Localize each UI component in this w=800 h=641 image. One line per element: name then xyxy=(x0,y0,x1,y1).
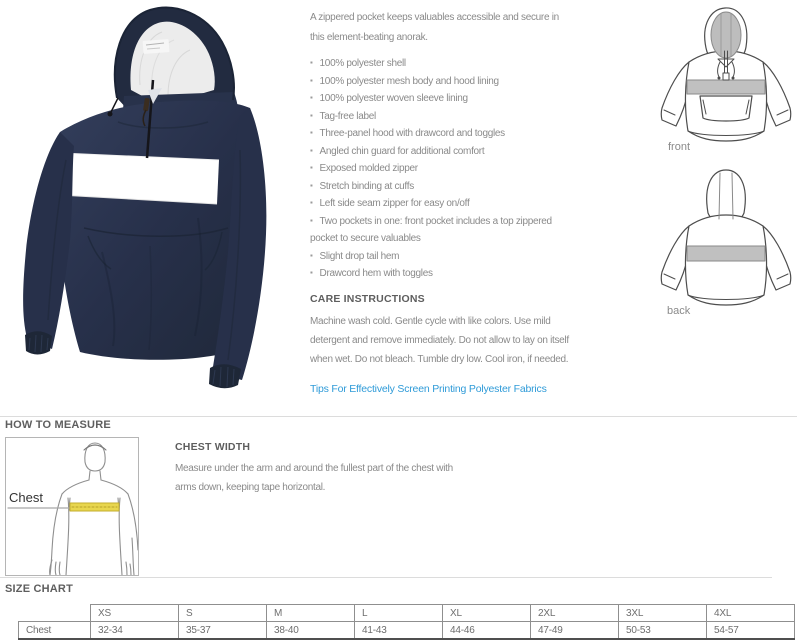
bullet-icon: ▪ xyxy=(310,75,313,85)
jacket-photo-illustration xyxy=(0,0,300,412)
feature-item: ▪ Angled chin guard for additional comfort xyxy=(310,145,485,157)
size-chart-heading: SIZE CHART xyxy=(5,583,73,595)
section-divider xyxy=(0,577,772,578)
size-value-cell: 47-49 xyxy=(531,622,619,640)
feature-item: ▪ 100% polyester woven sleeve lining xyxy=(310,93,468,104)
bullet-icon: ▪ xyxy=(310,250,313,260)
how-to-measure-heading: HOW TO MEASURE xyxy=(5,419,111,431)
size-value-cell: 44-46 xyxy=(443,622,531,640)
size-value-cell: 54-57 xyxy=(707,622,795,640)
size-column-header: L xyxy=(355,605,443,622)
size-value-cell: 35-37 xyxy=(179,622,267,640)
feature-item: ▪ Stretch binding at cuffs xyxy=(310,180,414,192)
bullet-icon: ▪ xyxy=(310,93,313,102)
measure-diagram-box xyxy=(5,437,139,576)
feature-item: ▪ Three-panel hood with drawcord and toggles xyxy=(310,128,505,139)
feature-item: ▪ Drawcord hem with toggles xyxy=(310,268,433,279)
bullet-icon: ▪ xyxy=(310,180,313,190)
feature-item: ▪ 100% polyester shell xyxy=(310,58,406,69)
size-chart-corner-cell xyxy=(19,605,91,622)
size-chart-header-row xyxy=(19,605,795,622)
size-column-header: 4XL xyxy=(707,605,795,622)
size-column-header: M xyxy=(267,605,355,622)
feature-item: ▪ 100% polyester mesh body and hood lining xyxy=(310,75,499,87)
intro-text: A zippered pocket keeps valuables accessible and secure in this element-beating anorak. xyxy=(310,12,559,43)
size-value-cell: 32-34 xyxy=(91,622,179,640)
care-instructions-heading: CARE INSTRUCTIONS xyxy=(310,292,425,305)
feature-item: ▪ Two pockets in one: front pocket includes a top zippered pocket to secure valuables xyxy=(310,215,552,244)
feature-item: ▪ Exposed molded zipper xyxy=(310,163,418,174)
front-view-label: front xyxy=(668,141,691,153)
size-chart-chest-row xyxy=(19,622,795,640)
size-value-cell: 41-43 xyxy=(355,622,443,640)
back-view-label: back xyxy=(667,305,691,317)
feature-item: ▪ Left side seam zipper for easy on/off xyxy=(310,198,470,209)
bullet-icon: ▪ xyxy=(310,58,313,67)
section-divider xyxy=(0,416,797,417)
feature-item: ▪ Slight drop tail hem xyxy=(310,250,400,262)
measure-figure xyxy=(6,438,138,575)
bullet-icon: ▪ xyxy=(310,128,313,137)
size-column-header: XL xyxy=(443,605,531,622)
product-photo xyxy=(0,0,300,412)
size-column-header: XS xyxy=(91,605,179,622)
size-chart-table xyxy=(18,604,795,640)
front-line-drawing xyxy=(645,4,800,144)
back-line-drawing xyxy=(645,166,800,306)
row-label-cell: Chest xyxy=(19,622,91,640)
bullet-icon: ▪ xyxy=(310,198,313,207)
feature-list xyxy=(310,55,572,283)
care-instructions-text: Machine wash cold. Gentle cycle with like colors. Use mild detergent and remove immediately. Do not allow to lay on itself when wet. Do not bleach. Tumble dry low. Cool iron, if needed. xyxy=(310,315,569,365)
measure-instructions: Measure under the arm and around the fullest part of the chest with arms down, keeping tape horizontal. xyxy=(175,463,453,493)
bullet-icon: ▪ xyxy=(310,110,313,120)
size-column-header: S xyxy=(179,605,267,622)
chest-width-heading: CHEST WIDTH xyxy=(175,441,251,453)
bullet-icon: ▪ xyxy=(310,268,313,277)
screen-printing-tips-link[interactable]: Tips For Effectively Screen Printing Polyester Fabrics xyxy=(310,382,547,395)
garment-diagrams xyxy=(645,0,800,330)
product-description xyxy=(310,8,572,395)
size-column-header: 2XL xyxy=(531,605,619,622)
bullet-icon: ▪ xyxy=(310,163,313,172)
size-column-header: 3XL xyxy=(619,605,707,622)
bullet-icon: ▪ xyxy=(310,215,313,225)
measure-chest-label: Chest xyxy=(9,490,43,505)
feature-item: ▪ Tag-free label xyxy=(310,110,376,122)
size-value-cell: 50-53 xyxy=(619,622,707,640)
bullet-icon: ▪ xyxy=(310,145,313,155)
size-value-cell: 38-40 xyxy=(267,622,355,640)
